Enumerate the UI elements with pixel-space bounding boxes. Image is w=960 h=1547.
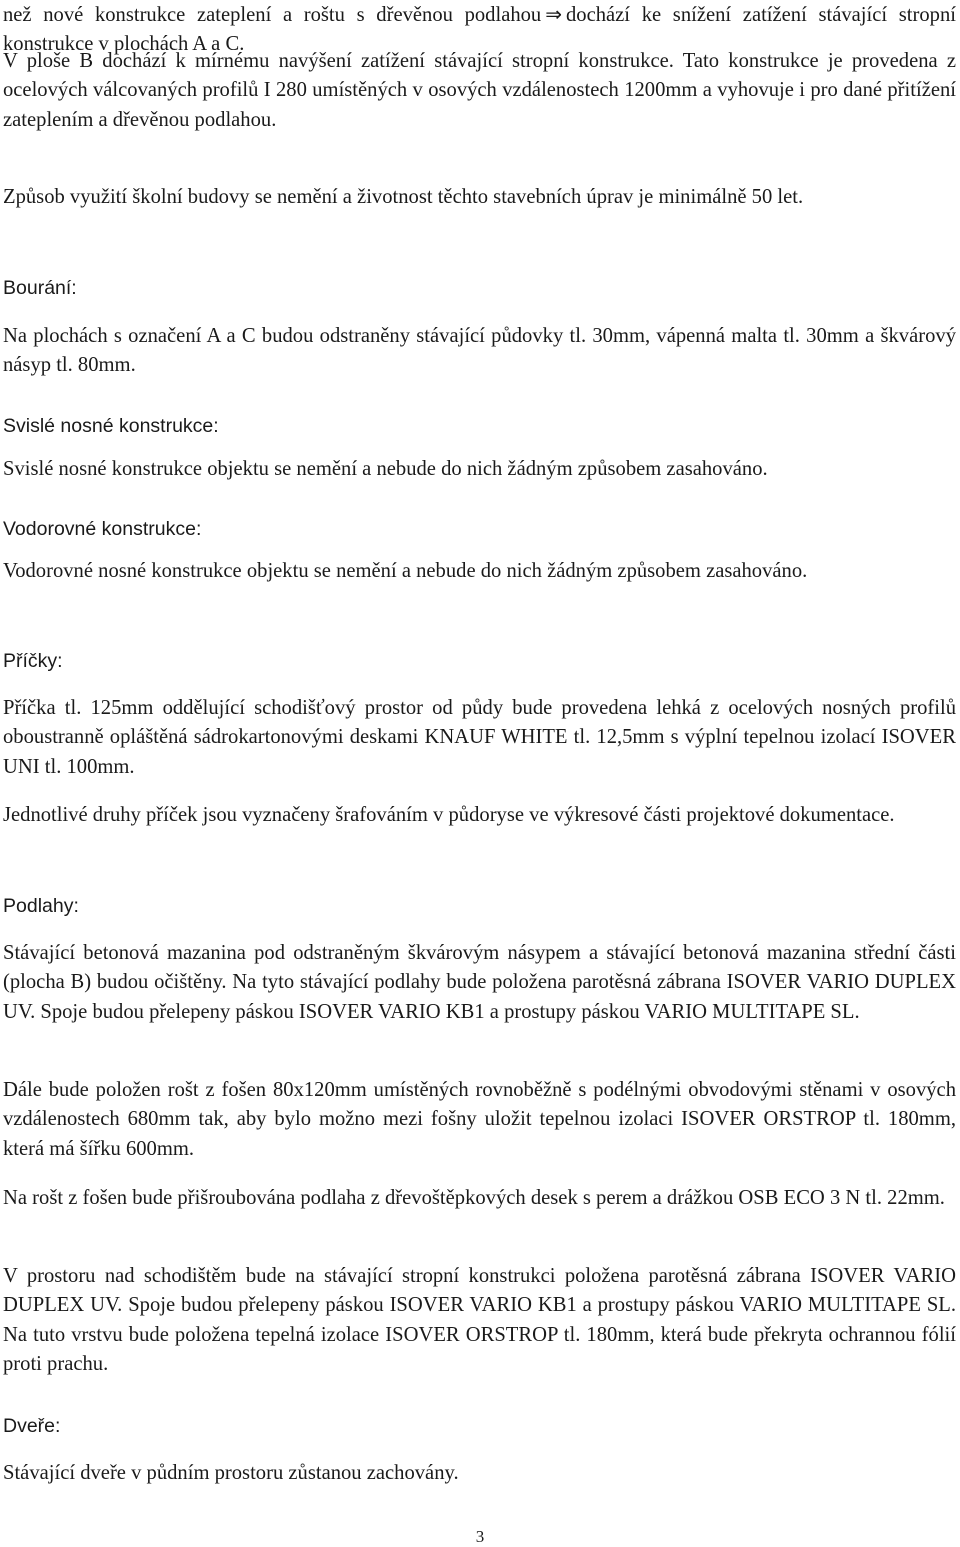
paragraph-dvere: Stávající dveře v půdním prostoru zůstanou zachovány. [3, 1462, 459, 1484]
paragraph-usage: Způsob využití školní budovy se nemění a životnost těchto stavebních úprav je minimálně 50 let. [3, 186, 804, 208]
paragraph-podlahy-1: Stávající betonová mazanina pod odstraněným škvárovým násypem a stávající betonová mazanina střední části (plocha B) budou očištěny. Na tyto stávající podlahy bude položena parotěsná zábrana ISOVER VARIO DUPLEX UV. Spoje budou přelepeny páskou ISOVER VARIO KB1 a prostupy páskou VARIO MULTITAPE SL. [3, 942, 956, 1023]
paragraph-svisle: Svislé nosné konstrukce objektu se nemění a nebude do nich žádným způsobem zasahováno. [3, 458, 768, 480]
paragraph-pricky-2: Jednotlivé druhy příček jsou vyznačeny šrafováním v půdoryse ve výkresové části projektové dokumentace. [3, 804, 895, 826]
paragraph-podlahy-3: Na rošt z fošen bude přišroubována podlaha z dřevoštěpkových desek s perem a drážkou OSB ECO 3 N tl. 22mm. [3, 1187, 945, 1209]
heading-dvere: Dveře: [3, 1415, 61, 1437]
paragraph-podlahy-4: V prostoru nad schodištěm bude na stávající stropní konstrukci položena parotěsná zábrana ISOVER VARIO DUPLEX UV. Spoje budou přelepeny páskou ISOVER VARIO KB1 a prostupy páskou VARIO MULTITAPE SL. Na tuto vrstvu bude položena tepelná izolace ISOVER ORSTROP tl. 180mm, která bude překryta ochrannou fólií proti prachu. [3, 1265, 956, 1375]
page-number: 3 [475, 1527, 485, 1546]
paragraph-vodorovne: Vodorovné nosné konstrukce objektu se nemění a nebude do nich žádným způsobem zasahováno. [3, 560, 808, 582]
paragraph-pricky-1: Příčka tl. 125mm oddělující schodišťový prostor od půdy bude provedena lehká z ocelových nosných profilů oboustranně opláštěná sádrokartonovými deskami KNAUF WHITE tl. 12,5mm s výplní tepelnou izolací ISOVER UNI tl. 100mm. [3, 697, 956, 778]
heading-podlahy: Podlahy: [3, 895, 79, 917]
text-segment: dochází ke snížení zatížení stávající stropní konstrukce v plochách A a C. [3, 4, 956, 56]
paragraph-area-b: V ploše B dochází k mírnému navýšení zatížení stávající stropní konstrukce. Tato konstrukce je provedena z ocelových válcovaných profilů I 280 umístěných v osových vzdálenostech 1200mm a vyhovuje i pro dané přitížení zateplením a dřevěnou podlahou. [3, 50, 956, 131]
heading-vodorovne: Vodorovné konstrukce: [3, 518, 202, 540]
paragraph-podlahy-2: Dále bude položen rošt z fošen 80x120mm umístěných rovnoběžně s podélnými obvodovými stěnami v osových vzdálenostech 680mm tak, aby bylo možno mezi fošny uložit tepelnou izolaci ISOVER ORSTROP tl. 180mm, která má šířku 600mm. [3, 1079, 956, 1160]
text-segment: než nové konstrukce zateplení a roštu s dřevěnou podlahou [3, 4, 542, 26]
implies-arrow-icon: ⇒ [545, 2, 562, 26]
paragraph-bourani: Na plochách s označení A a C budou odstraněny stávající půdovky tl. 30mm, vápenná malta tl. 30mm a škvárový násyp tl. 80mm. [3, 325, 956, 377]
heading-pricky: Příčky: [3, 650, 63, 672]
heading-svisle: Svislé nosné konstrukce: [3, 415, 219, 437]
heading-bourani: Bourání: [3, 277, 77, 299]
